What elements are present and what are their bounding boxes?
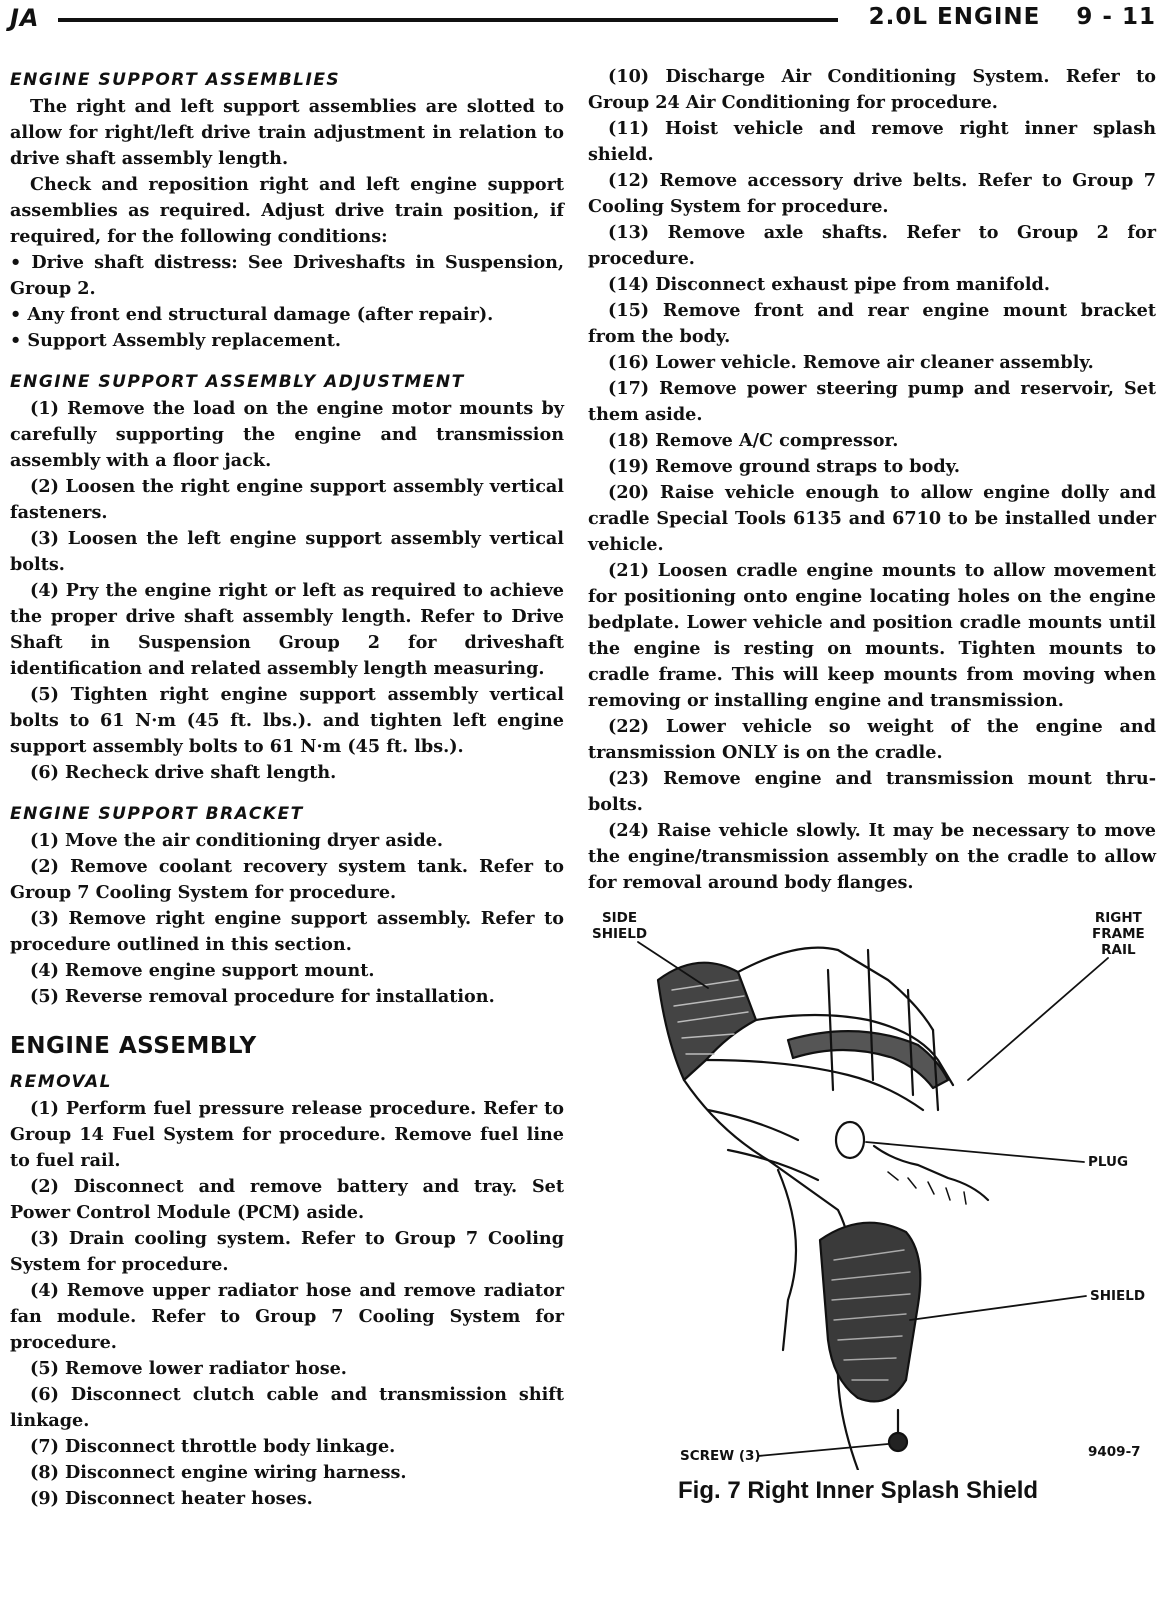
step: (12) Remove accessory drive belts. Refer to Group 7 Cooling System for procedure. (588, 170, 1156, 217)
step: (1) Move the air conditioning dryer aside. (30, 830, 443, 851)
side-shield-part (658, 963, 756, 1080)
label-plug: PLUG (1088, 1154, 1129, 1170)
step: (4) Pry the engine right or left as required to achieve the proper drive shaft assembly length. Refer to Drive Shaft in Suspension Group 2 for driveshaft identification and related assembly length measuring. (10, 580, 564, 679)
leader-shield (910, 1296, 1086, 1320)
step: (11) Hoist vehicle and remove right inner splash shield. (588, 118, 1156, 165)
step: (16) Lower vehicle. Remove air cleaner assembly. (608, 352, 1094, 373)
step: (2) Disconnect and remove battery and tray. Set Power Control Module (PCM) aside. (10, 1176, 564, 1223)
label-shield: SHIELD (1090, 1288, 1146, 1304)
label-side-shield: SIDE SHIELD (592, 910, 648, 942)
heading-engine-assembly: ENGINE ASSEMBLY (10, 1033, 257, 1059)
header-page-title: 2.0L ENGINE 9 - 11 (868, 4, 1156, 30)
heading-removal: REMOVAL (10, 1072, 112, 1092)
step: (6) Recheck drive shaft length. (30, 762, 337, 783)
step: (5) Remove lower radiator hose. (30, 1358, 347, 1379)
heading-support-adjustment: ENGINE SUPPORT ASSEMBLY ADJUSTMENT (10, 372, 465, 392)
step: (3) Remove right engine support assembly. Refer to procedure outlined in this section. (10, 908, 564, 955)
step: (3) Drain cooling system. Refer to Group 7 Cooling System for procedure. (10, 1228, 564, 1275)
step: (10) Discharge Air Conditioning System. Refer to Group 24 Air Conditioning for procedure. (588, 66, 1156, 113)
header-rule (58, 18, 838, 22)
step: (2) Remove coolant recovery system tank. Refer to Group 7 Cooling System for procedure. (10, 856, 564, 903)
label-right-frame-rail: RIGHT FRAME RAIL (1092, 910, 1145, 958)
step: (8) Disconnect engine wiring harness. (30, 1462, 407, 1483)
step: (1) Perform fuel pressure release procedure. Refer to Group 14 Fuel System for procedure. Remove fuel line to fuel rail. (10, 1098, 564, 1171)
step: (15) Remove front and rear engine mount bracket from the body. (588, 300, 1156, 347)
plug-part (836, 1122, 864, 1158)
step: (24) Raise vehicle slowly. It may be necessary to move the engine/transmission assembly on the cradle to allow for removal around body flanges. (588, 820, 1156, 893)
right-column (588, 64, 1156, 1510)
splash-shield-illustration (588, 910, 1156, 1470)
step: (20) Raise vehicle enough to allow engine dolly and cradle Special Tools 6135 and 6710 to be installed under vehicle. (588, 482, 1156, 555)
step: (7) Disconnect throttle body linkage. (30, 1436, 396, 1457)
header-section-code: JA (10, 4, 40, 32)
step: (4) Remove upper radiator hose and remove radiator fan module. Refer to Group 7 Cooling System for procedure. (10, 1280, 564, 1353)
paragraph: The right and left support assemblies are slotted to allow for right/left drive train adjustment in relation to drive shaft assembly length. (10, 96, 564, 169)
step: (21) Loosen cradle engine mounts to allow movement for positioning onto engine locating holes on the engine bedplate. Lower vehicle and position cradle mounts until the engine is resting on mounts. Tighten mounts to cradle frame. This will keep mounts from moving when removing or installing engine and transmission. (588, 560, 1156, 711)
step: (3) Loosen the left engine support assembly vertical bolts. (10, 528, 564, 575)
step: (17) Remove power steering pump and reservoir, Set them aside. (588, 378, 1156, 425)
step: (6) Disconnect clutch cable and transmission shift linkage. (10, 1384, 564, 1431)
figure-right-inner-splash-shield (588, 910, 1156, 1510)
heading-support-assemblies: ENGINE SUPPORT ASSEMBLIES (10, 70, 341, 90)
figure-caption: Fig. 7 Right Inner Splash Shield (678, 1477, 1039, 1504)
step: (5) Reverse removal procedure for installation. (30, 986, 495, 1007)
paragraph: Check and reposition right and left engine support assemblies as required. Adjust drive train position, if required, for the following conditions: (10, 174, 564, 247)
shield-part (820, 1223, 920, 1402)
step: (5) Tighten right engine support assembly vertical bolts to 61 N·m (45 ft. lbs.). and tighten left engine support assembly bolts to 61 N·m (45 ft. lbs.). (10, 684, 564, 757)
step: (18) Remove A/C compressor. (608, 430, 899, 451)
step: (22) Lower vehicle so weight of the engine and transmission ONLY is on the cradle. (588, 716, 1156, 763)
heading-support-bracket: ENGINE SUPPORT BRACKET (10, 804, 304, 824)
leader-screw (758, 1444, 888, 1456)
step: (13) Remove axle shafts. Refer to Group 2 for procedure. (588, 222, 1156, 269)
leader-right-frame-rail (968, 958, 1108, 1080)
step: (14) Disconnect exhaust pipe from manifold. (608, 274, 1050, 295)
page-header (10, 4, 1156, 40)
figure-code: 9409-7 (1088, 1444, 1141, 1460)
screw-part (889, 1433, 907, 1451)
left-column (10, 64, 564, 1512)
bullet-item: • Drive shaft distress: See Driveshafts in Suspension, Group 2. (10, 252, 564, 299)
bullet-item: • Any front end structural damage (after repair). (10, 304, 494, 325)
step: (9) Disconnect heater hoses. (30, 1488, 313, 1509)
label-screw: SCREW (3) (680, 1448, 761, 1464)
step: (1) Remove the load on the engine motor mounts by carefully supporting the engine and transmission assembly with a floor jack. (10, 398, 564, 471)
step: (4) Remove engine support mount. (30, 960, 375, 981)
step: (2) Loosen the right engine support assembly vertical fasteners. (10, 476, 564, 523)
step: (23) Remove engine and transmission mount thru-bolts. (588, 768, 1156, 815)
step: (19) Remove ground straps to body. (608, 456, 960, 477)
bullet-item: • Support Assembly replacement. (10, 330, 341, 351)
frame-rail-part (788, 1031, 948, 1088)
